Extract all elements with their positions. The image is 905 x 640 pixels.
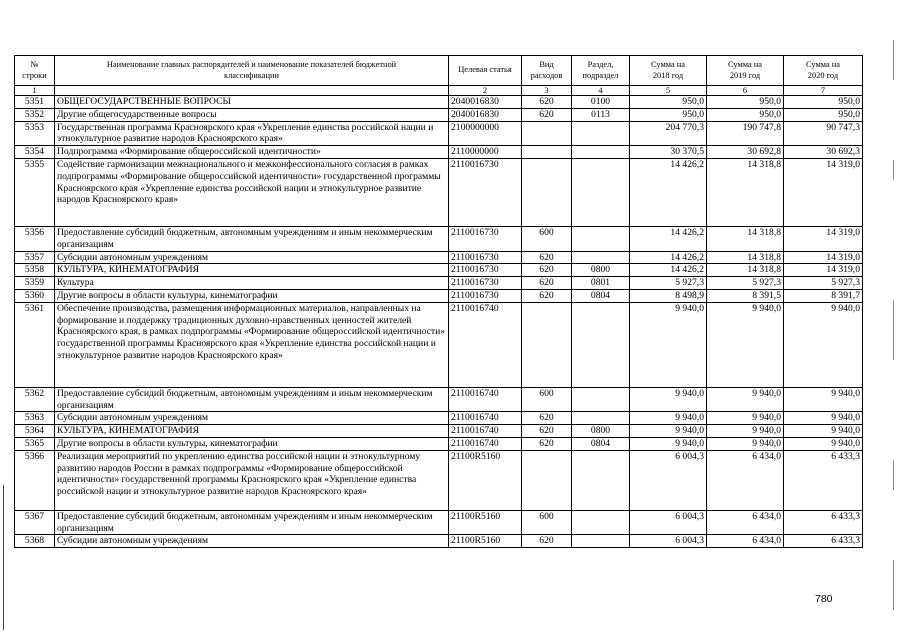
row-sum-2019: 9 940,0 (707, 425, 784, 438)
row-sum-2020: 30 692,3 (784, 146, 863, 159)
row-name: Предоставление субсидий бюджетным, автономным учреждениям и иным некоммерческим организациям (55, 510, 449, 535)
header-target-article: Целевая статья (449, 56, 522, 86)
row-expense-type: 620 (522, 96, 572, 109)
row-sum-2019: 190 747,8 (707, 121, 784, 146)
row-section: 0804 (572, 289, 630, 302)
scan-edge-marks (893, 40, 899, 620)
row-sum-2018: 8 498,9 (630, 289, 707, 302)
left-margin-line (3, 485, 4, 630)
row-target-article: 2110016730 (449, 251, 522, 264)
row-name: Субсидии автономным учреждениям (55, 251, 449, 264)
header-sum-2018: Сумма на 2018 год (630, 56, 707, 86)
column-number: 2 (449, 86, 522, 96)
row-target-article: 2110016740 (449, 425, 522, 438)
row-name: КУЛЬТУРА, КИНЕМАТОГРАФИЯ (55, 264, 449, 277)
row-number: 5359 (15, 277, 55, 290)
table-row (15, 277, 863, 290)
row-number: 5354 (15, 146, 55, 159)
row-section (572, 146, 630, 159)
header-name: Наименование главных распорядителей и наименование показателей бюджетной классификации (55, 56, 449, 86)
table-row (15, 387, 863, 412)
row-sum-2020: 8 391,7 (784, 289, 863, 302)
row-sum-2018: 9 940,0 (630, 302, 707, 387)
row-section: 0113 (572, 108, 630, 121)
row-number: 5368 (15, 535, 55, 548)
row-target-article: 2110016740 (449, 412, 522, 425)
row-sum-2020: 950,0 (784, 108, 863, 121)
row-section: 0800 (572, 425, 630, 438)
row-sum-2019: 5 927,3 (707, 277, 784, 290)
row-sum-2020: 6 433,3 (784, 450, 863, 510)
row-target-article: 2110016740 (449, 302, 522, 387)
row-sum-2019: 9 940,0 (707, 437, 784, 450)
row-number: 5352 (15, 108, 55, 121)
column-number: 4 (572, 86, 630, 96)
row-sum-2019: 950,0 (707, 108, 784, 121)
row-sum-2019: 9 940,0 (707, 302, 784, 387)
table-row (15, 226, 863, 251)
row-sum-2018: 6 004,3 (630, 510, 707, 535)
row-sum-2020: 14 319,0 (784, 264, 863, 277)
row-expense-type: 620 (522, 289, 572, 302)
row-sum-2018: 950,0 (630, 96, 707, 109)
row-expense-type: 620 (522, 437, 572, 450)
row-sum-2018: 9 940,0 (630, 412, 707, 425)
row-section (572, 535, 630, 548)
header-sum-2019: Сумма на 2019 год (707, 56, 784, 86)
table-body (15, 96, 863, 548)
row-sum-2020: 6 433,3 (784, 510, 863, 535)
row-name: ОБЩЕГОСУДАРСТВЕННЫЕ ВОПРОСЫ (55, 96, 449, 109)
row-sum-2018: 6 004,3 (630, 450, 707, 510)
table-row (15, 510, 863, 535)
row-number: 5365 (15, 437, 55, 450)
row-section: 0100 (572, 96, 630, 109)
column-number: 6 (707, 86, 784, 96)
row-sum-2019: 30 692,8 (707, 146, 784, 159)
table-header-row (15, 56, 863, 86)
row-sum-2020: 6 433,3 (784, 535, 863, 548)
row-sum-2020: 5 927,3 (784, 277, 863, 290)
row-target-article: 2040016830 (449, 108, 522, 121)
page-number: 780 (815, 593, 833, 605)
row-target-article: 2110016730 (449, 289, 522, 302)
table-row (15, 289, 863, 302)
row-expense-type (522, 121, 572, 146)
row-sum-2019: 14 318,8 (707, 264, 784, 277)
row-section (572, 226, 630, 251)
row-target-article: 2100000000 (449, 121, 522, 146)
row-sum-2020: 9 940,0 (784, 437, 863, 450)
column-number-row (15, 86, 863, 96)
row-target-article: 2110000000 (449, 146, 522, 159)
header-row-number: № строки (15, 56, 55, 86)
row-name: Государственная программа Красноярского края «Укрепление единства российской нации и этнокультурное развитие народов Красноярского края» (55, 121, 449, 146)
row-expense-type: 620 (522, 535, 572, 548)
table-row (15, 146, 863, 159)
row-sum-2020: 950,0 (784, 96, 863, 109)
row-name: Другие общегосударственные вопросы (55, 108, 449, 121)
row-name: КУЛЬТУРА, КИНЕМАТОГРАФИЯ (55, 425, 449, 438)
row-expense-type (522, 146, 572, 159)
row-sum-2018: 9 940,0 (630, 425, 707, 438)
row-name: Культура (55, 277, 449, 290)
row-sum-2020: 90 747,3 (784, 121, 863, 146)
row-expense-type (522, 450, 572, 510)
row-number: 5361 (15, 302, 55, 387)
row-section: 0801 (572, 277, 630, 290)
row-expense-type (522, 302, 572, 387)
budget-table (14, 55, 863, 548)
row-sum-2019: 9 940,0 (707, 412, 784, 425)
row-sum-2018: 204 770,3 (630, 121, 707, 146)
row-sum-2018: 30 370,5 (630, 146, 707, 159)
row-target-article: 21100R5160 (449, 510, 522, 535)
row-number: 5357 (15, 251, 55, 264)
table-row (15, 96, 863, 109)
row-expense-type: 600 (522, 510, 572, 535)
row-expense-type: 620 (522, 412, 572, 425)
table-row (15, 535, 863, 548)
row-name: Предоставление субсидий бюджетным, автономным учреждениям и иным некоммерческим организациям (55, 226, 449, 251)
table-row (15, 450, 863, 510)
row-section (572, 121, 630, 146)
table-row (15, 302, 863, 387)
row-name: Содействие гармонизации межнационального и межконфессионального согласия в рамках подпрограммы «Формирование общероссийской идентичности» государственной программы Красноярского края «Укрепление единства российской нации и этнокультурное развитие народов Красноярского края» (55, 158, 449, 226)
row-section (572, 387, 630, 412)
row-section (572, 302, 630, 387)
row-number: 5364 (15, 425, 55, 438)
row-sum-2019: 950,0 (707, 96, 784, 109)
row-sum-2018: 14 426,2 (630, 158, 707, 226)
row-number: 5366 (15, 450, 55, 510)
row-name: Субсидии автономным учреждениям (55, 412, 449, 425)
row-section (572, 158, 630, 226)
row-sum-2018: 950,0 (630, 108, 707, 121)
column-number: 5 (630, 86, 707, 96)
row-number: 5363 (15, 412, 55, 425)
table-row (15, 437, 863, 450)
row-expense-type (522, 158, 572, 226)
row-target-article: 2110016730 (449, 226, 522, 251)
budget-sheet (14, 55, 863, 548)
row-sum-2019: 6 434,0 (707, 510, 784, 535)
row-expense-type: 620 (522, 251, 572, 264)
row-sum-2020: 9 940,0 (784, 302, 863, 387)
row-sum-2019: 14 318,8 (707, 158, 784, 226)
table-row (15, 425, 863, 438)
row-sum-2020: 14 319,0 (784, 158, 863, 226)
row-target-article: 2110016740 (449, 437, 522, 450)
row-section (572, 510, 630, 535)
row-target-article: 2110016730 (449, 264, 522, 277)
table-row (15, 251, 863, 264)
table-row (15, 412, 863, 425)
column-number: 3 (522, 86, 572, 96)
row-section (572, 450, 630, 510)
row-sum-2019: 6 434,0 (707, 450, 784, 510)
row-sum-2020: 9 940,0 (784, 412, 863, 425)
row-sum-2018: 5 927,3 (630, 277, 707, 290)
row-number: 5360 (15, 289, 55, 302)
row-number: 5355 (15, 158, 55, 226)
header-sum-2020: Сумма на 2020 год (784, 56, 863, 86)
row-number: 5358 (15, 264, 55, 277)
row-sum-2019: 6 434,0 (707, 535, 784, 548)
row-section: 0804 (572, 437, 630, 450)
row-target-article: 2040016830 (449, 96, 522, 109)
row-sum-2020: 9 940,0 (784, 387, 863, 412)
table-row (15, 108, 863, 121)
row-expense-type: 620 (522, 264, 572, 277)
header-expense-type: Вид расходов (522, 56, 572, 86)
row-number: 5356 (15, 226, 55, 251)
row-section: 0800 (572, 264, 630, 277)
row-name: Другие вопросы в области культуры, кинематографии (55, 437, 449, 450)
row-expense-type: 620 (522, 108, 572, 121)
row-number: 5362 (15, 387, 55, 412)
row-sum-2019: 8 391,5 (707, 289, 784, 302)
row-sum-2019: 9 940,0 (707, 387, 784, 412)
row-section (572, 412, 630, 425)
row-sum-2020: 14 319,0 (784, 226, 863, 251)
column-number: 7 (784, 86, 863, 96)
row-name: Подпрограмма «Формирование общероссийской идентичности» (55, 146, 449, 159)
row-name: Субсидии автономным учреждениям (55, 535, 449, 548)
header-section: Раздел, подраздел (572, 56, 630, 86)
table-row (15, 264, 863, 277)
row-target-article: 21100R5160 (449, 450, 522, 510)
row-expense-type: 600 (522, 226, 572, 251)
row-number: 5353 (15, 121, 55, 146)
column-number: 1 (15, 86, 55, 96)
row-sum-2018: 14 426,2 (630, 264, 707, 277)
row-sum-2018: 9 940,0 (630, 437, 707, 450)
row-sum-2019: 14 318,8 (707, 251, 784, 264)
row-target-article: 2110016730 (449, 158, 522, 226)
row-number: 5367 (15, 510, 55, 535)
row-section (572, 251, 630, 264)
row-target-article: 21100R5160 (449, 535, 522, 548)
row-sum-2018: 14 426,2 (630, 226, 707, 251)
row-sum-2018: 14 426,2 (630, 251, 707, 264)
row-sum-2020: 9 940,0 (784, 425, 863, 438)
table-row (15, 158, 863, 226)
row-name: Предоставление субсидий бюджетным, автономным учреждениям и иным некоммерческим организациям (55, 387, 449, 412)
row-target-article: 2110016740 (449, 387, 522, 412)
row-sum-2020: 14 319,0 (784, 251, 863, 264)
row-sum-2019: 14 318,8 (707, 226, 784, 251)
row-number: 5351 (15, 96, 55, 109)
row-name: Реализация мероприятий по укреплению единства российской нации и этнокультурному развитию народов России в рамках подпрограммы «Формирование общероссийской идентичности» государственной программы Красноярского края «Укрепление единства российской нации и этнокультурное развитие народов Красноярского края» (55, 450, 449, 510)
row-expense-type: 600 (522, 387, 572, 412)
table-row (15, 121, 863, 146)
row-sum-2018: 9 940,0 (630, 387, 707, 412)
row-target-article: 2110016730 (449, 277, 522, 290)
row-name: Другие вопросы в области культуры, кинематографии (55, 289, 449, 302)
row-expense-type: 620 (522, 425, 572, 438)
column-number (55, 86, 449, 96)
row-sum-2018: 6 004,3 (630, 535, 707, 548)
row-expense-type: 620 (522, 277, 572, 290)
row-name: Обеспечение производства, размещения информационных материалов, направленных на формирование и поддержку традиционных духовно-нравственных ценностей жителей Красноярского края, в рамках подпрограммы «Формирование общероссийской идентичности» государственной программы Красноярского края «Укрепление единства российской нации и этнокультурное развитие народов Красноярского края» (55, 302, 449, 387)
